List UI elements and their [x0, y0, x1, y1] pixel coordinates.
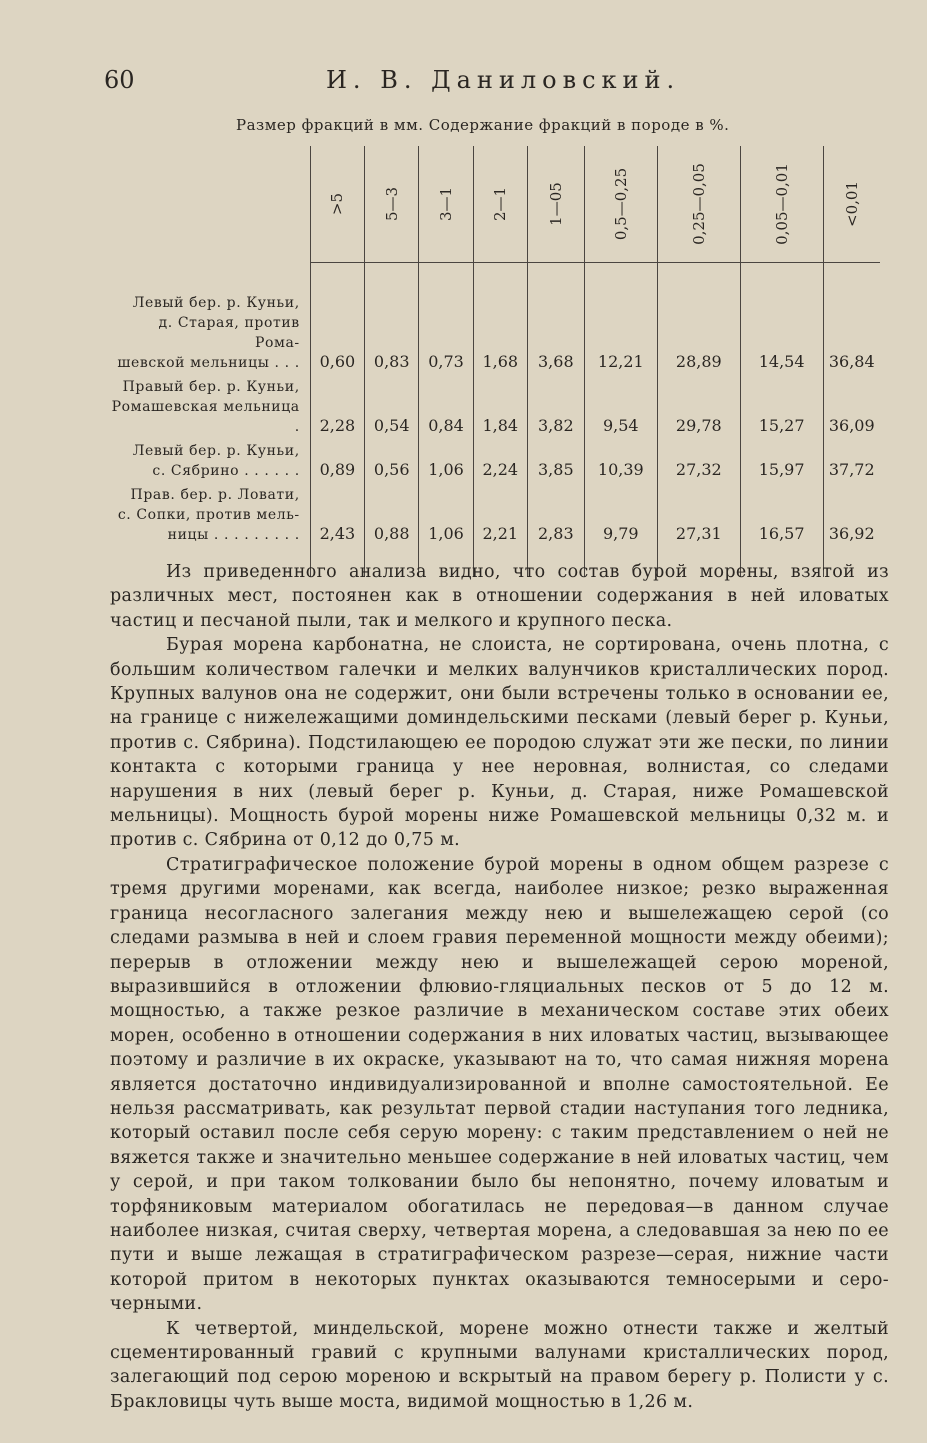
- table-header-row: [110, 146, 880, 263]
- table-cell: 0,83: [365, 293, 419, 377]
- table-cell: 0,84: [419, 377, 473, 441]
- table-cell: 36,09: [823, 377, 880, 441]
- table-cell: 0,88: [365, 485, 419, 549]
- table-cell: 27,32: [657, 441, 740, 485]
- column-header: [527, 146, 584, 263]
- column-header: [419, 146, 473, 263]
- table-cell: 2,83: [527, 485, 584, 549]
- column-header-label: 0,25—0,05: [689, 163, 708, 245]
- paragraph: Стратиграфическое положение бурой морены в одном общем разрезе с тремя другими моренами, как всегда, наиболее низкое; резко выраженная граница несогласного залегания между нею и вышележащею серой (со следами размыва в ней и слоем гравия переменной мощности между обеими); перерыв в отложении между нею и вышележащей серою мореной, выразившийся в отложении флювио-гляциальных песков от 5 до 12 м. мощностью, а также резкое различие в механическом составе этих обеих морен, особенно в отношении содержания в них иловатых частиц, вызывающее поэтому и различие в их окраске, указывают на то, что самая нижняя морена является достаточно индивидуализированной и вполне самостоятельной. Ее нельзя рассматривать, как результат первой стадии наступания того ледника, который оставил после себя серую морену: с таким представлением о ней не вяжется также и значительно меньшее содержание в ней иловатых частиц, чем у серой, и при таком толковании было бы непонятно, почему иловатым и торфяниковым материалом обогатилась не передовая—в данном случае наиболее низкая, считая сверху, четвертая морена, а следовавшая за нею по ее пути и выше лежащая в стратиграфическом разрезе—серая, нижние части которой притом в некоторых пунктах оказываются темносерыми и серо-черными.: [110, 854, 889, 1315]
- body-text: [110, 560, 889, 1414]
- paragraph: Из приведенного анализа видно, что состав бурой морены, взятой из различных мест, постоянен как в отношении содержания в ней иловатых частиц и песчаной пыли, так и мелкого и крупного песка.: [110, 562, 889, 631]
- table-cell: 0,56: [365, 441, 419, 485]
- table-row: [110, 377, 880, 441]
- table-row: [110, 441, 880, 485]
- table-cell: 14,54: [740, 293, 823, 377]
- paragraph: Бурая морена карбонатна, не слоиста, не сортирована, очень плотна, с большим количеством галечки и мелких валунчиков кристаллических пород. Крупных валунов она не содержит, они были встречены только в основании ее, на границе с нижележащими доминдельскими песками (левый берег р. Куньи, против с. Сябрина). Подстилающею ее породою служат эти же пески, по линии контакта с которыми граница у нее неровная, волнистая, со следами нарушения в них (левый берег р. Куньи, д. Старая, ниже Ромашевской мельницы). Мощность бурой морены ниже Ромашевской мельницы 0,32 м. и против с. Сябрина от 0,12 до 0,75 м.: [110, 635, 889, 851]
- column-header: [740, 146, 823, 263]
- row-label: [110, 377, 310, 441]
- table-cell: 37,72: [823, 441, 880, 485]
- page-header: [104, 66, 884, 100]
- table-cell: 12,21: [584, 293, 657, 377]
- table-cell: 1,06: [419, 485, 473, 549]
- row-label: [110, 441, 310, 485]
- table-cell: 2,24: [473, 441, 527, 485]
- table-cell: 2,43: [310, 485, 364, 549]
- row-label-line: Левый бер. р. Куньи,: [132, 443, 300, 459]
- row-label: [110, 293, 310, 377]
- table-cell: 27,31: [657, 485, 740, 549]
- running-head: И. В. Даниловский.: [326, 66, 681, 94]
- table-cell: 28,89: [657, 293, 740, 377]
- table-cell: 10,39: [584, 441, 657, 485]
- table-cell: 1,06: [419, 441, 473, 485]
- paragraph: К четвертой, миндельской, морене можно отнести также и желтый сцементированный гравий с крупными валунами кристаллических пород, залегающий под серою мореною и вскрытый на правом берегу р. Полисти у с. Бракловицы чуть выше моста, видимой мощностью в 1,26 м.: [110, 1318, 889, 1412]
- column-header: [584, 146, 657, 263]
- table-cell: 3,82: [527, 377, 584, 441]
- column-header: [823, 146, 880, 263]
- table-row: [110, 293, 880, 377]
- row-label-line: с. Сопки, против мель-: [117, 507, 300, 523]
- table-row: [110, 485, 880, 549]
- column-header-label: 1—05: [546, 182, 565, 226]
- table-cell: 36,92: [823, 485, 880, 549]
- column-header-label: 5—3: [382, 186, 401, 222]
- page-number: 60: [104, 66, 135, 94]
- table-cell: 2,21: [473, 485, 527, 549]
- column-header-label: 3—1: [437, 186, 455, 222]
- column-header-label: >5: [328, 192, 347, 216]
- table-cell: 1,68: [473, 293, 527, 377]
- table-corner: [110, 146, 310, 263]
- row-label-line: д. Старая, против Рома-: [158, 315, 300, 351]
- table-cell: 0,73: [419, 293, 473, 377]
- table-cell: 3,85: [527, 441, 584, 485]
- column-header-label: 0,5—0,25: [611, 167, 630, 241]
- row-label-line: Правый бер. р. Куньи,: [122, 379, 300, 395]
- table-cell: 29,78: [657, 377, 740, 441]
- table-cell: 9,54: [584, 377, 657, 441]
- table-cell: 9,79: [584, 485, 657, 549]
- row-label-line: ницы . . . . . . . . .: [167, 527, 300, 543]
- row-label-line: с. Сябрино . . . . . .: [152, 463, 300, 479]
- table-cell: 1,84: [473, 377, 527, 441]
- table-cell: 0,89: [310, 441, 364, 485]
- table-cell: 0,60: [310, 293, 364, 377]
- table-cell: 2,28: [310, 377, 364, 441]
- column-header-label: 2—1: [491, 186, 510, 222]
- row-label-line: шевской мельницы . . .: [117, 355, 300, 371]
- table-cell: 15,97: [740, 441, 823, 485]
- table-cell: 15,27: [740, 377, 823, 441]
- fraction-table: [110, 146, 880, 577]
- table-cell: 3,68: [527, 293, 584, 377]
- row-label-line: Левый бер. р. Куньи,: [132, 295, 300, 311]
- column-header: [310, 146, 364, 263]
- column-header: [657, 146, 740, 263]
- table-spacer-row: [110, 263, 880, 294]
- column-header-label: 0,05—0,01: [772, 163, 791, 245]
- column-header: [365, 146, 419, 263]
- table-cell: 16,57: [740, 485, 823, 549]
- table-cell: 0,54: [365, 377, 419, 441]
- column-header: [473, 146, 527, 263]
- row-label-line: Прав. бер. р. Ловати,: [130, 487, 300, 503]
- row-label-line: Ромашевская мельница .: [111, 399, 300, 435]
- table-cell: 36,84: [823, 293, 880, 377]
- row-label: [110, 485, 310, 549]
- column-header-label: <0,01: [842, 181, 861, 227]
- table-caption: Размер фракций в мм. Содержание фракций в породе в %.: [236, 116, 730, 134]
